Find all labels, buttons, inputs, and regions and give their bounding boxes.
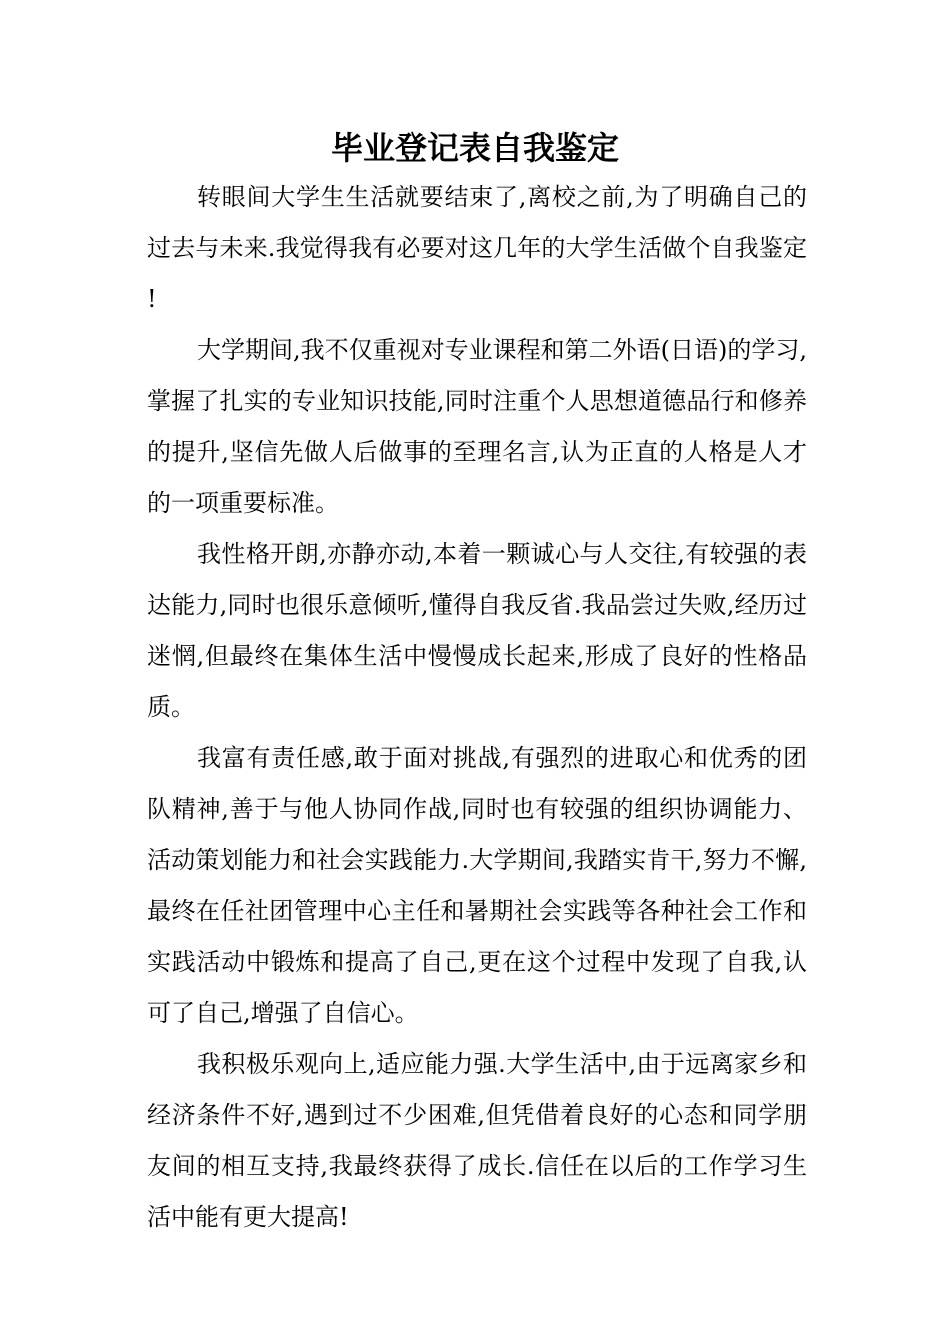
- document-title: 毕业登记表自我鉴定: [330, 129, 619, 167]
- paragraph-optimism: 我积极乐观向上,适应能力强.大学生活中,由于远离家乡和经济条件不好,遇到过不少困难,但凭借着良好的心态和同学朋友间的相互支持,我最终获得了成长.信任在以后的工作学习生活中能有更大提高!: [147, 1050, 807, 1231]
- paragraph-intro: 转眼间大学生生活就要结束了,离校之前,为了明确自己的过去与未来.我觉得我有必要对这几年的大学生活做个自我鉴定!: [147, 183, 807, 313]
- paragraph-responsibility: 我富有责任感,敢于面对挑战,有强烈的进取心和优秀的团队精神,善于与他人协同作战,同时也有较强的组织协调能力、活动策划能力和社会实践能力.大学期间,我踏实肯干,努力不懈,最终在任社团管理中心主任和暑期社会实践等各种社会工作和实践活动中锻炼和提高了自己,更在这个过程中发现了自我,认可了自己,增强了自信心。: [147, 744, 807, 1027]
- paragraph-study: 大学期间,我不仅重视对专业课程和第二外语(日语)的学习,掌握了扎实的专业知识技能,同时注重个人思想道德品行和修养的提升,坚信先做人后做事的至理名言,认为正直的人格是人才的一项重要标准。: [147, 336, 807, 517]
- document-body: [147, 172, 807, 1243]
- paragraph-personality: 我性格开朗,亦静亦动,本着一颗诚心与人交往,有较强的表达能力,同时也很乐意倾听,懂得自我反省.我品尝过失败,经历过迷惘,但最终在集体生活中慢慢成长起来,形成了良好的性格品质。: [147, 540, 807, 721]
